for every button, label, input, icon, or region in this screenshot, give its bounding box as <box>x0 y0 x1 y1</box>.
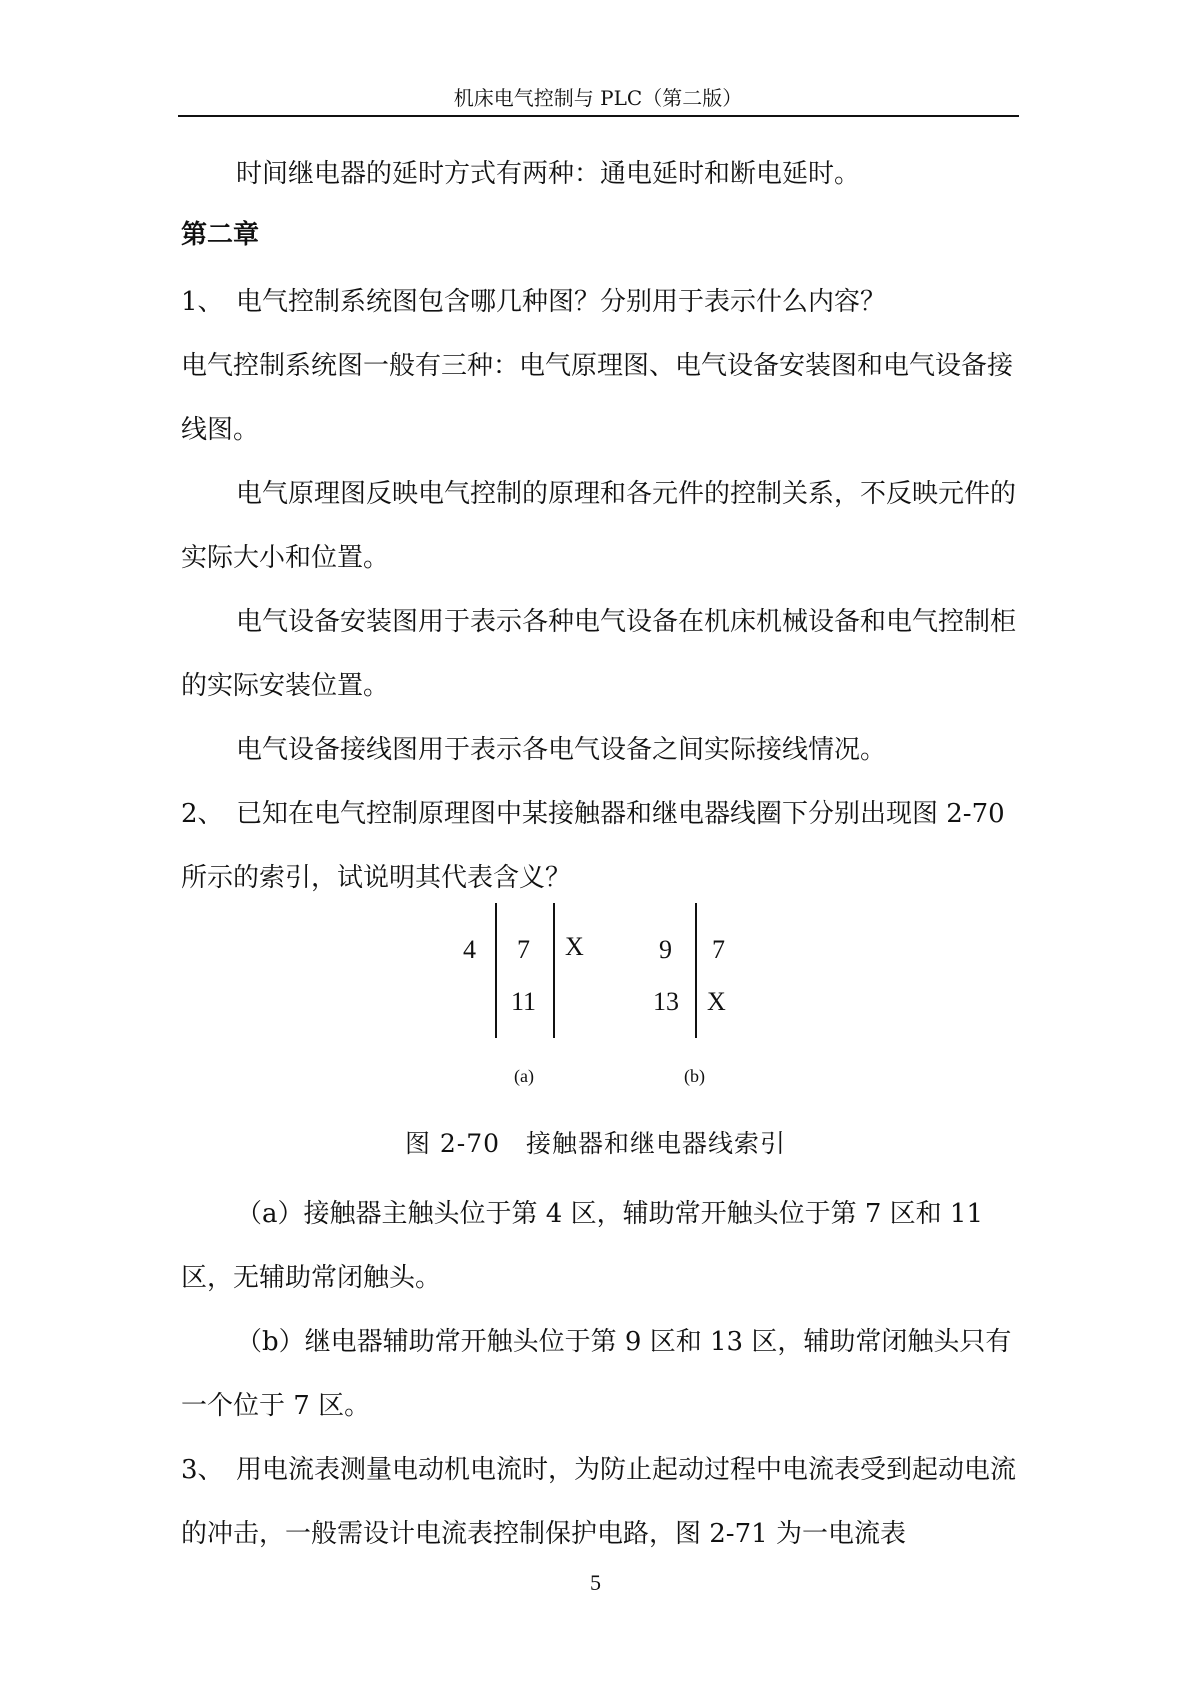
figure-caption: 图 2-70 接触器和继电器线索引 <box>404 1129 787 1158</box>
fig-a-main-zone: 4 <box>463 935 476 964</box>
question-text: 已知在电气控制原理图中某接触器和继电器线圈下分别出现图 2-70 所示的索引，试说明其代表含义？ <box>181 799 1005 893</box>
fig-a-right: X <box>565 932 584 961</box>
q1-paragraph-2: 电气设备安装图用于表示各种电气设备在机床机械设备和电气控制柜的实际安装位置。 <box>181 607 1017 701</box>
chapter-heading: 第二章 <box>181 220 260 250</box>
fig-b-left-bottom: 13 <box>653 987 679 1016</box>
q1-answer: 电气控制系统图一般有三种：电气原理图、电气设备安装图和电气设备接线图。 <box>181 351 1014 445</box>
question-number: 3、 <box>181 1455 224 1485</box>
fig-a-label: (a) <box>514 1066 534 1086</box>
question-number: 1、 <box>181 287 224 317</box>
q1-paragraph-1: 电气原理图反映电气控制的原理和各元件的控制关系，不反映元件的实际大小和位置。 <box>181 479 1017 573</box>
question-number: 2、 <box>181 799 224 829</box>
intro-paragraph: 时间继电器的延时方式有两种：通电延时和断电延时。 <box>236 159 861 189</box>
question-1 <box>181 270 1017 334</box>
q1-paragraph-3: 电气设备接线图用于表示各电气设备之间实际接线情况。 <box>236 735 887 765</box>
fig-a-divider-2 <box>553 903 555 1038</box>
page-number: 5 <box>590 1570 601 1595</box>
fig-a-mid-top: 7 <box>517 935 530 964</box>
question-3 <box>181 1438 1017 1566</box>
fig-b-label: (b) <box>684 1066 705 1086</box>
running-header: 机床电气控制与 PLC（第二版） <box>453 86 743 110</box>
fig-a-mid-bottom: 11 <box>511 987 537 1016</box>
header-rule <box>178 115 1019 117</box>
fig-b-left-top: 9 <box>659 935 672 964</box>
question-text: 用电流表测量电动机电流时，为防止起动过程中电流表受到起动电流的冲击，一般需设计电流表控制保护电路，图 2-71 为一电流表 <box>181 1455 1017 1549</box>
q2-answer-b: （b）继电器辅助常开触头位于第 9 区和 13 区，辅助常闭触头只有一个位于 7 区。 <box>181 1327 1012 1421</box>
q2-answer-a: （a）接触器主触头位于第 4 区，辅助常开触头位于第 7 区和 11 区，无辅助常闭触头。 <box>181 1199 983 1293</box>
question-2 <box>181 782 1017 910</box>
question-text: 电气控制系统图包含哪几种图？分别用于表示什么内容？ <box>236 287 887 317</box>
fig-b-right-top: 7 <box>712 935 725 964</box>
fig-b-right-bottom: X <box>707 987 726 1016</box>
fig-b-divider <box>695 903 697 1038</box>
fig-a-divider-1 <box>495 903 497 1038</box>
